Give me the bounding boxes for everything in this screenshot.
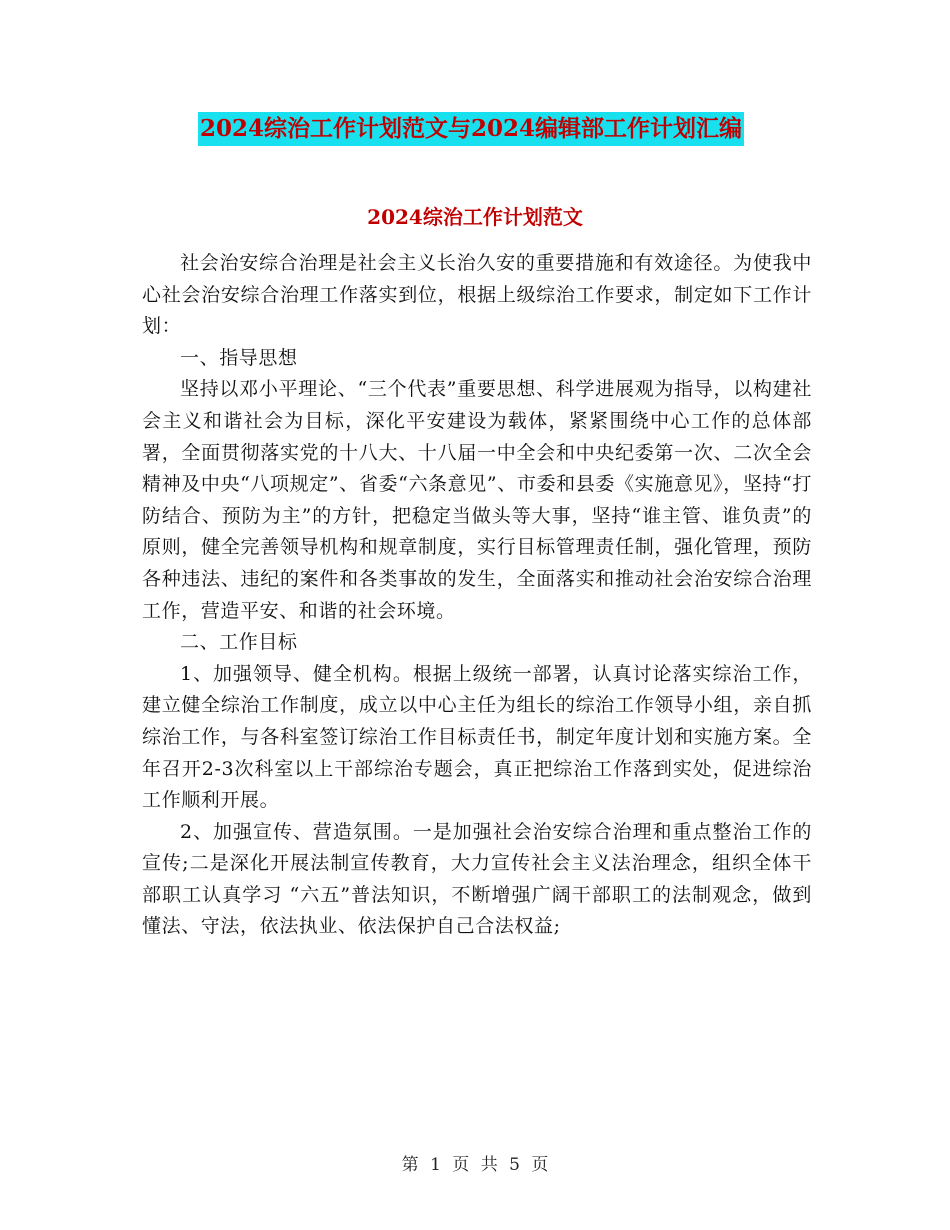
document-main-title: 2024综治工作计划范文与2024编辑部工作计划汇编 xyxy=(198,112,744,146)
guiding-ideology-paragraph: 坚持以邓小平理论、“三个代表”重要思想、科学进展观为指导，以构建社会主义和谐社会为目标，深化平安建设为载体，紧紧围绕中心工作的总体部署，全面贯彻落实党的十八大、十八届一中全会和中央纪委第一次、二次全会精神及中央“八项规定”、省委“六条意见”、市委和县委《实施意见》，坚持“打防结合、预防为主”的方针，把稳定当做头等大事，坚持“谁主管、谁负责”的原则，健全完善领导机构和规章制度，实行目标管理责任制，强化管理，预防各种违法、违纪的案件和各类事故的发生，全面落实和推动社会治安综合治理工作，营造平安、和谐的社会环境。 xyxy=(142,378,812,622)
intro-paragraph: 社会治安综合治理是社会主义长治久安的重要措施和有效途径。为使我中心社会治安综合治理工作落实到位，根据上级综治工作要求，制定如下工作计划： xyxy=(142,252,812,338)
heading-guiding-ideology: 一、指导思想 xyxy=(180,346,298,369)
page-footer: 第 1 页 共 5 页 xyxy=(401,1155,549,1175)
document-body xyxy=(142,248,812,943)
heading-work-goals: 二、工作目标 xyxy=(180,631,298,654)
section-title: 2024综治工作计划范文 xyxy=(367,205,583,229)
goal-2-paragraph: 2、加强宣传、营造氛围。一是加强社会治安综合治理和重点整治工作的宣传;二是深化开展法制宣传教育，大力宣传社会主义法治理念，组织全体干部职工认真学习 “六五”普法知识，不断增强广阔干部职工的法制观念，做到懂法、守法，依法执业、依法保护自己合法权益; xyxy=(142,820,812,938)
goal-1-paragraph: 1、加强领导、健全机构。根据上级统一部署，认真讨论落实综治工作，建立健全综治工作制度，成立以中心主任为组长的综治工作领导小组，亲自抓综治工作，与各科室签订综治工作目标责任书，制定年度计划和实施方案。全年召开2-3次科室以上干部综治专题会，真正把综治工作落到实处，促进综治工作顺利开展。 xyxy=(142,662,812,812)
